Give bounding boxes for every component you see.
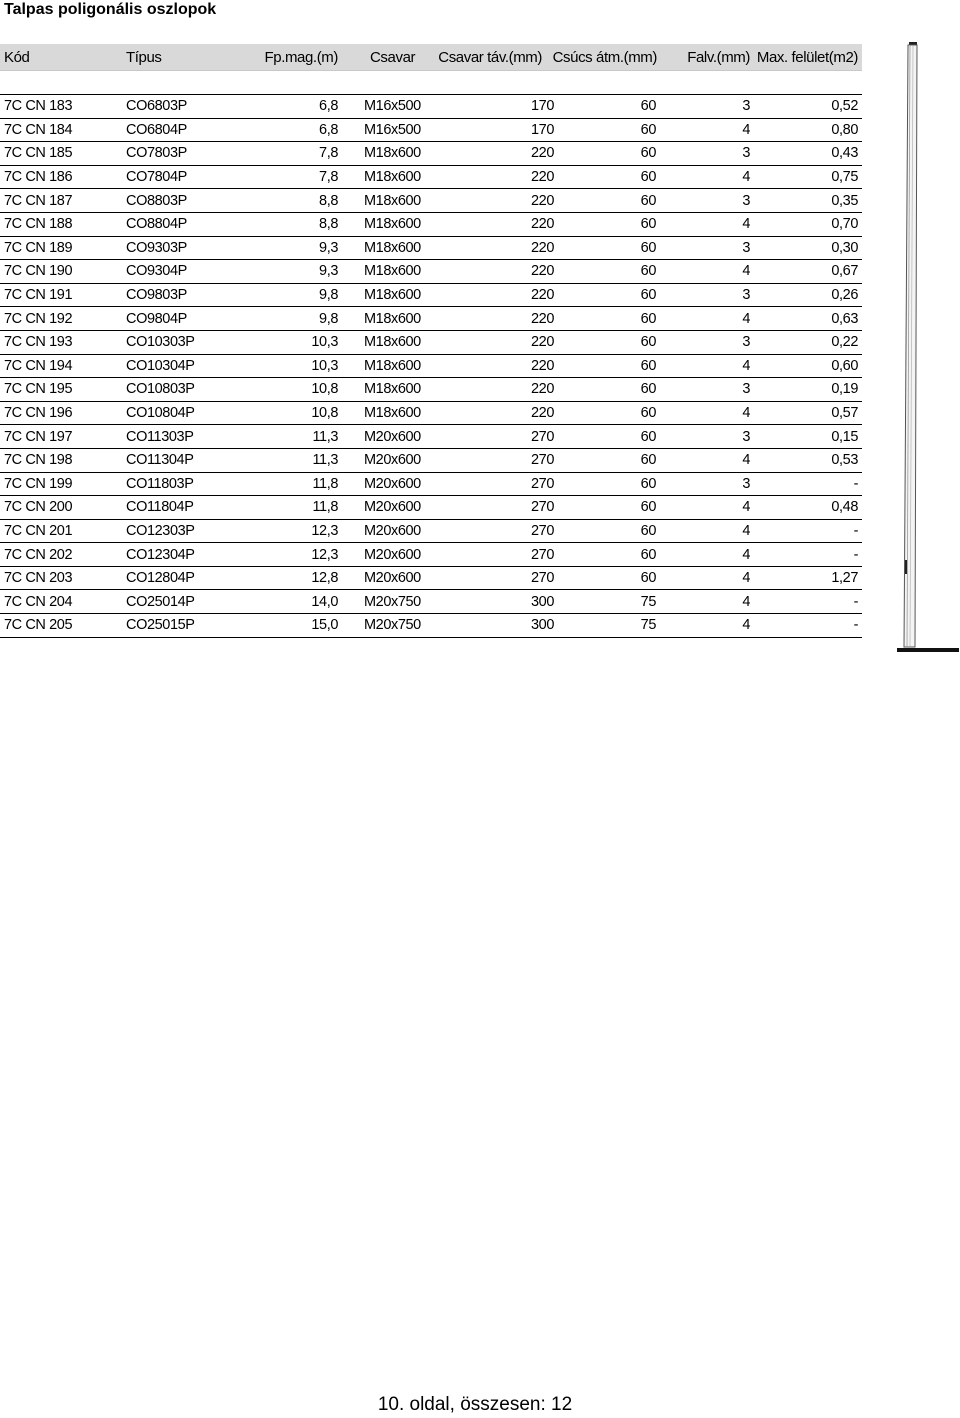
cell-max-felulet: 0,80 <box>831 121 858 138</box>
cell-falv: 4 <box>742 452 750 469</box>
cell-csavar: M18x600 <box>364 405 421 422</box>
cell-kod: 7C CN 197 <box>4 428 73 445</box>
table-header <box>0 44 862 71</box>
cell-csavar: M18x600 <box>364 169 421 186</box>
table-row <box>0 260 862 284</box>
cell-tipus: CO10803P <box>126 381 195 398</box>
cell-tipus: CO25015P <box>126 617 195 634</box>
cell-tipus: CO12804P <box>126 570 195 587</box>
cell-fpmag: 9,8 <box>319 310 338 327</box>
table-body <box>0 94 862 638</box>
cell-csavar-tav: 270 <box>531 499 554 516</box>
cell-csavar-tav: 270 <box>531 522 554 539</box>
table-row <box>0 142 862 166</box>
cell-csucs-atm: 60 <box>640 334 656 351</box>
cell-csavar: M20x600 <box>364 546 421 563</box>
table-row <box>0 402 862 426</box>
cell-csavar-tav: 220 <box>531 381 554 398</box>
cell-csucs-atm: 75 <box>640 617 656 634</box>
table-row <box>0 449 862 473</box>
lamp-pole-icon <box>895 40 960 660</box>
cell-tipus: CO11303P <box>126 428 194 445</box>
cell-csavar-tav: 170 <box>531 121 554 138</box>
cell-csucs-atm: 60 <box>640 287 656 304</box>
product-table <box>0 44 862 634</box>
header-kod: Kód <box>4 48 30 66</box>
cell-csavar: M20x600 <box>364 570 421 587</box>
header-csavar-tav: Csavar táv.(mm) <box>438 48 542 66</box>
header-fpmag: Fp.mag.(m) <box>264 48 338 66</box>
cell-falv: 4 <box>742 357 750 374</box>
cell-kod: 7C CN 186 <box>4 169 73 186</box>
cell-csavar-tav: 220 <box>531 357 554 374</box>
header-csucs-atm: Csúcs átm.(mm) <box>552 48 657 66</box>
cell-tipus: CO9303P <box>126 239 187 256</box>
cell-csavar-tav: 220 <box>531 192 554 209</box>
cell-falv: 4 <box>742 546 750 563</box>
cell-csavar: M20x600 <box>364 499 421 516</box>
cell-csucs-atm: 60 <box>640 499 656 516</box>
cell-fpmag: 6,8 <box>319 98 338 115</box>
table-row <box>0 614 862 638</box>
cell-csavar-tav: 270 <box>531 546 554 563</box>
cell-fpmag: 11,8 <box>312 499 338 516</box>
cell-tipus: CO12304P <box>126 546 195 563</box>
cell-max-felulet: 0,57 <box>831 405 858 422</box>
cell-fpmag: 8,8 <box>319 216 338 233</box>
table-row <box>0 307 862 331</box>
cell-csavar: M20x600 <box>364 428 421 445</box>
cell-max-felulet: 0,22 <box>831 334 858 351</box>
cell-max-felulet: 0,53 <box>831 452 858 469</box>
table-row <box>0 166 862 190</box>
cell-kod: 7C CN 203 <box>4 570 73 587</box>
cell-csavar: M18x600 <box>364 310 421 327</box>
cell-fpmag: 9,3 <box>319 263 338 280</box>
cell-falv: 4 <box>742 169 750 186</box>
cell-max-felulet: 0,48 <box>831 499 858 516</box>
table-row <box>0 355 862 379</box>
cell-falv: 3 <box>742 145 750 162</box>
table-row <box>0 473 862 497</box>
cell-max-felulet: 0,60 <box>831 357 858 374</box>
cell-tipus: CO7803P <box>126 145 187 162</box>
cell-falv: 4 <box>742 570 750 587</box>
cell-csavar-tav: 300 <box>531 617 554 634</box>
cell-csavar: M20x600 <box>364 452 421 469</box>
cell-csavar: M18x600 <box>364 145 421 162</box>
cell-kod: 7C CN 188 <box>4 216 73 233</box>
cell-max-felulet: - <box>853 593 858 610</box>
cell-fpmag: 11,3 <box>312 428 338 445</box>
cell-max-felulet: 0,52 <box>831 98 858 115</box>
cell-tipus: CO11803P <box>126 475 194 492</box>
table-row <box>0 237 862 261</box>
cell-csavar: M16x500 <box>364 98 421 115</box>
cell-tipus: CO11804P <box>126 499 194 516</box>
cell-csucs-atm: 60 <box>640 216 656 233</box>
cell-falv: 4 <box>742 405 750 422</box>
cell-csavar: M20x750 <box>364 617 421 634</box>
table-row <box>0 590 862 614</box>
cell-kod: 7C CN 194 <box>4 357 73 374</box>
cell-csavar-tav: 270 <box>531 570 554 587</box>
cell-kod: 7C CN 205 <box>4 617 73 634</box>
cell-falv: 3 <box>742 287 750 304</box>
cell-tipus: CO10304P <box>126 357 195 374</box>
cell-max-felulet: 0,43 <box>831 145 858 162</box>
cell-fpmag: 10,8 <box>311 381 338 398</box>
cell-fpmag: 14,0 <box>311 593 338 610</box>
cell-kod: 7C CN 199 <box>4 475 73 492</box>
table-row <box>0 567 862 591</box>
table-row <box>0 520 862 544</box>
cell-falv: 4 <box>742 522 750 539</box>
cell-fpmag: 8,8 <box>319 192 338 209</box>
cell-csavar: M18x600 <box>364 216 421 233</box>
cell-falv: 4 <box>742 121 750 138</box>
cell-fpmag: 11,3 <box>312 452 338 469</box>
cell-csavar: M18x600 <box>364 192 421 209</box>
header-falv: Falv.(mm) <box>687 48 750 66</box>
cell-falv: 4 <box>742 216 750 233</box>
cell-csavar-tav: 220 <box>531 145 554 162</box>
cell-csavar-tav: 270 <box>531 475 554 492</box>
cell-kod: 7C CN 189 <box>4 239 73 256</box>
cell-tipus: CO6803P <box>126 98 187 115</box>
cell-fpmag: 12,3 <box>311 522 338 539</box>
cell-csavar-tav: 220 <box>531 405 554 422</box>
cell-csavar: M20x750 <box>364 593 421 610</box>
cell-csavar: M18x600 <box>364 357 421 374</box>
cell-max-felulet: 0,67 <box>831 263 858 280</box>
cell-max-felulet: 1,27 <box>831 570 858 587</box>
cell-csavar: M18x600 <box>364 381 421 398</box>
cell-csucs-atm: 60 <box>640 310 656 327</box>
page-footer: 10. oldal, összesen: 12 <box>377 1394 573 1415</box>
cell-tipus: CO9803P <box>126 287 187 304</box>
cell-tipus: CO9304P <box>126 263 187 280</box>
cell-max-felulet: 0,75 <box>831 169 858 186</box>
page-title: Talpas poligonális oszlopok <box>4 1 217 18</box>
cell-max-felulet: - <box>853 522 858 539</box>
cell-fpmag: 9,8 <box>319 287 338 304</box>
cell-max-felulet: 0,19 <box>831 381 858 398</box>
cell-tipus: CO11304P <box>126 452 194 469</box>
cell-fpmag: 12,8 <box>311 570 338 587</box>
cell-kod: 7C CN 200 <box>4 499 73 516</box>
cell-tipus: CO25014P <box>126 593 195 610</box>
cell-tipus: CO12303P <box>126 522 195 539</box>
cell-falv: 4 <box>742 617 750 634</box>
cell-max-felulet: - <box>853 617 858 634</box>
cell-csucs-atm: 60 <box>640 405 656 422</box>
cell-kod: 7C CN 195 <box>4 381 73 398</box>
cell-csavar-tav: 170 <box>531 98 554 115</box>
cell-falv: 3 <box>742 98 750 115</box>
cell-kod: 7C CN 190 <box>4 263 73 280</box>
cell-tipus: CO9804P <box>126 310 187 327</box>
cell-max-felulet: 0,70 <box>831 216 858 233</box>
table-row <box>0 189 862 213</box>
cell-tipus: CO6804P <box>126 121 187 138</box>
cell-max-felulet: 0,35 <box>831 192 858 209</box>
cell-max-felulet: 0,30 <box>831 239 858 256</box>
header-tipus: Típus <box>126 48 162 66</box>
cell-csavar-tav: 220 <box>531 263 554 280</box>
cell-fpmag: 6,8 <box>319 121 338 138</box>
cell-csavar-tav: 220 <box>531 287 554 304</box>
cell-falv: 3 <box>742 381 750 398</box>
cell-csucs-atm: 60 <box>640 381 656 398</box>
cell-tipus: CO8803P <box>126 192 187 209</box>
cell-csucs-atm: 60 <box>640 522 656 539</box>
cell-kod: 7C CN 191 <box>4 287 73 304</box>
cell-csavar-tav: 220 <box>531 334 554 351</box>
cell-kod: 7C CN 198 <box>4 452 73 469</box>
cell-max-felulet: 0,26 <box>831 287 858 304</box>
cell-fpmag: 7,8 <box>319 169 338 186</box>
cell-csucs-atm: 60 <box>640 192 656 209</box>
cell-fpmag: 15,0 <box>311 617 338 634</box>
cell-kod: 7C CN 192 <box>4 310 73 327</box>
table-row <box>0 496 862 520</box>
cell-csucs-atm: 60 <box>640 239 656 256</box>
table-row <box>0 543 862 567</box>
cell-fpmag: 10,8 <box>311 405 338 422</box>
table-row <box>0 119 862 143</box>
cell-tipus: CO8804P <box>126 216 187 233</box>
cell-max-felulet: 0,15 <box>831 428 858 445</box>
cell-kod: 7C CN 187 <box>4 192 73 209</box>
cell-csucs-atm: 60 <box>640 546 656 563</box>
cell-csavar-tav: 270 <box>531 428 554 445</box>
cell-kod: 7C CN 183 <box>4 98 73 115</box>
cell-csucs-atm: 60 <box>640 263 656 280</box>
cell-csavar-tav: 220 <box>531 169 554 186</box>
cell-csucs-atm: 60 <box>640 98 656 115</box>
cell-csavar-tav: 300 <box>531 593 554 610</box>
cell-max-felulet: 0,63 <box>831 310 858 327</box>
cell-csucs-atm: 60 <box>640 452 656 469</box>
cell-falv: 4 <box>742 310 750 327</box>
table-row <box>0 331 862 355</box>
cell-fpmag: 11,8 <box>312 475 338 492</box>
cell-csucs-atm: 75 <box>640 593 656 610</box>
cell-tipus: CO7804P <box>126 169 187 186</box>
cell-falv: 4 <box>742 593 750 610</box>
cell-csavar-tav: 220 <box>531 310 554 327</box>
cell-fpmag: 10,3 <box>311 334 338 351</box>
cell-falv: 4 <box>742 499 750 516</box>
cell-csucs-atm: 60 <box>640 428 656 445</box>
cell-kod: 7C CN 201 <box>4 522 73 539</box>
cell-kod: 7C CN 204 <box>4 593 73 610</box>
cell-kod: 7C CN 184 <box>4 121 73 138</box>
cell-csavar: M18x600 <box>364 287 421 304</box>
header-max-felulet: Max. felület(m2) <box>756 48 858 66</box>
cell-csucs-atm: 60 <box>640 145 656 162</box>
cell-csucs-atm: 60 <box>640 357 656 374</box>
cell-fpmag: 9,3 <box>319 239 338 256</box>
header-csavar: Csavar <box>370 48 416 66</box>
table-row <box>0 425 862 449</box>
cell-csavar-tav: 220 <box>531 239 554 256</box>
cell-fpmag: 7,8 <box>319 145 338 162</box>
cell-csavar: M18x600 <box>364 334 421 351</box>
cell-csavar: M18x600 <box>364 263 421 280</box>
cell-max-felulet: - <box>853 546 858 563</box>
table-row <box>0 378 862 402</box>
cell-falv: 3 <box>742 428 750 445</box>
cell-csavar-tav: 220 <box>531 216 554 233</box>
cell-falv: 3 <box>742 334 750 351</box>
cell-csucs-atm: 60 <box>640 121 656 138</box>
cell-fpmag: 12,3 <box>311 546 338 563</box>
cell-tipus: CO10303P <box>126 334 195 351</box>
cell-max-felulet: - <box>853 475 858 492</box>
cell-csavar: M20x600 <box>364 522 421 539</box>
table-row <box>0 95 862 119</box>
cell-csavar: M18x600 <box>364 239 421 256</box>
cell-csucs-atm: 60 <box>640 570 656 587</box>
cell-csavar-tav: 270 <box>531 452 554 469</box>
cell-falv: 3 <box>742 239 750 256</box>
cell-csucs-atm: 60 <box>640 169 656 186</box>
cell-csavar: M20x600 <box>364 475 421 492</box>
cell-kod: 7C CN 193 <box>4 334 73 351</box>
cell-falv: 3 <box>742 192 750 209</box>
cell-falv: 4 <box>742 263 750 280</box>
cell-falv: 3 <box>742 475 750 492</box>
table-row <box>0 284 862 308</box>
cell-csavar: M16x500 <box>364 121 421 138</box>
table-row <box>0 213 862 237</box>
cell-fpmag: 10,3 <box>311 357 338 374</box>
cell-kod: 7C CN 185 <box>4 145 73 162</box>
cell-tipus: CO10804P <box>126 405 195 422</box>
cell-kod: 7C CN 202 <box>4 546 73 563</box>
cell-csucs-atm: 60 <box>640 475 656 492</box>
cell-kod: 7C CN 196 <box>4 405 73 422</box>
